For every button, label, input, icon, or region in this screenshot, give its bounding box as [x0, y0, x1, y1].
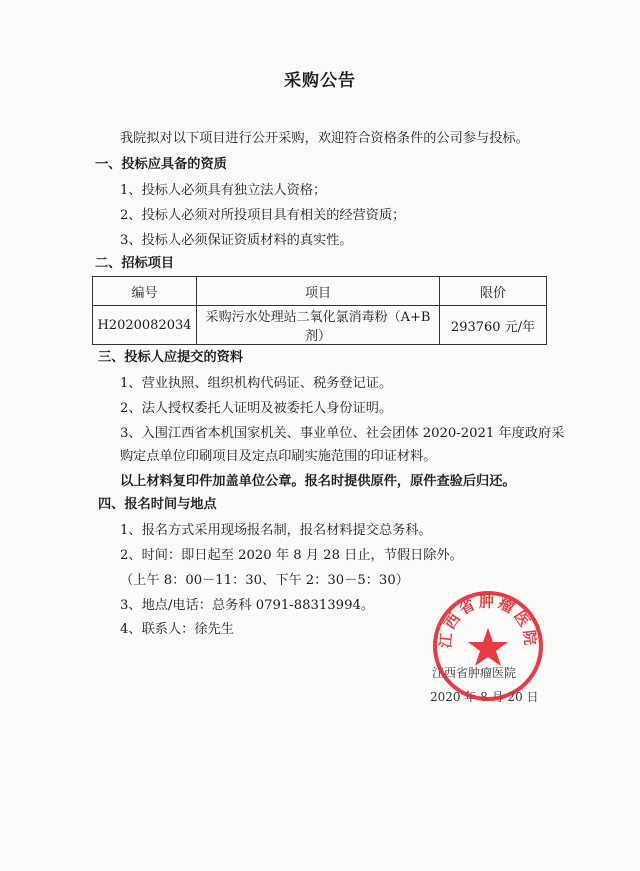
- section4-heading: 四、报名时间与地点: [98, 497, 217, 512]
- table-cell-id: H2020082034: [93, 306, 197, 345]
- section4-item: 2、时间：即日起至 2020 年 8 月 28 日止，节假日除外。: [120, 548, 463, 563]
- section3-heading: 三、投标人应提交的资料: [98, 350, 244, 365]
- section2-heading: 二、招标项目: [95, 256, 175, 271]
- section1-item: 3、投标人必须保证资质材料的真实性。: [120, 233, 353, 248]
- section4-item: 4、联系人：徐先生: [120, 622, 234, 637]
- section3-item: 购定点单位印刷项目及定点印刷实施范围的印证材料。: [120, 449, 437, 464]
- section3-item: 1、营业执照、组织机构代码证、税务登记证。: [120, 376, 393, 391]
- bid-table: [92, 276, 547, 345]
- signature-date: 2020 年 8 月 20 日: [430, 690, 539, 704]
- official-seal-icon: [432, 590, 544, 702]
- section4-item: 3、地点/电话：总务科 0791-88313994。: [120, 598, 375, 613]
- section4-item: （上午 8：00－11：30、下午 2：30－5：30）: [120, 573, 409, 588]
- section1-item: 2、投标人必须对所投项目具有相关的经营资质；: [120, 208, 406, 223]
- svg-text:江西省肿瘤医院: 江西省肿瘤医院: [436, 592, 540, 649]
- table-cell-project: 采购污水处理站二氧化氯消毒粉（A+B 剂）: [197, 306, 440, 345]
- table-header-project: 项目: [197, 277, 440, 306]
- signature-org: 江西省肿瘤医院: [432, 666, 517, 680]
- section1-heading: 一、投标应具备的资质: [95, 157, 227, 172]
- table-cell-price: 293760 元/年: [440, 306, 547, 345]
- table-header-price: 限价: [440, 277, 547, 306]
- table-header-row: [93, 277, 547, 306]
- section3-item: 2、法人授权委托人证明及被委托人身份证明。: [120, 401, 393, 416]
- table-header-id: 编号: [93, 277, 197, 306]
- page-title: 采购公告: [284, 71, 356, 91]
- section1-item: 1、投标人必须具有独立法人资格；: [120, 183, 327, 198]
- table-row: [93, 306, 547, 345]
- section3-item: 3、入围江西省本机国家机关、事业单位、社会团体 2020-2021 年度政府采: [120, 426, 565, 441]
- intro-text: 我院拟对以下项目进行公开采购，欢迎符合资格条件的公司参与投标。: [120, 131, 529, 146]
- section3-note: 以上材料复印件加盖单位公章。报名时提供原件，原件查验后归还。: [120, 474, 516, 489]
- section4-item: 1、报名方式采用现场报名制，报名材料提交总务科。: [120, 523, 432, 538]
